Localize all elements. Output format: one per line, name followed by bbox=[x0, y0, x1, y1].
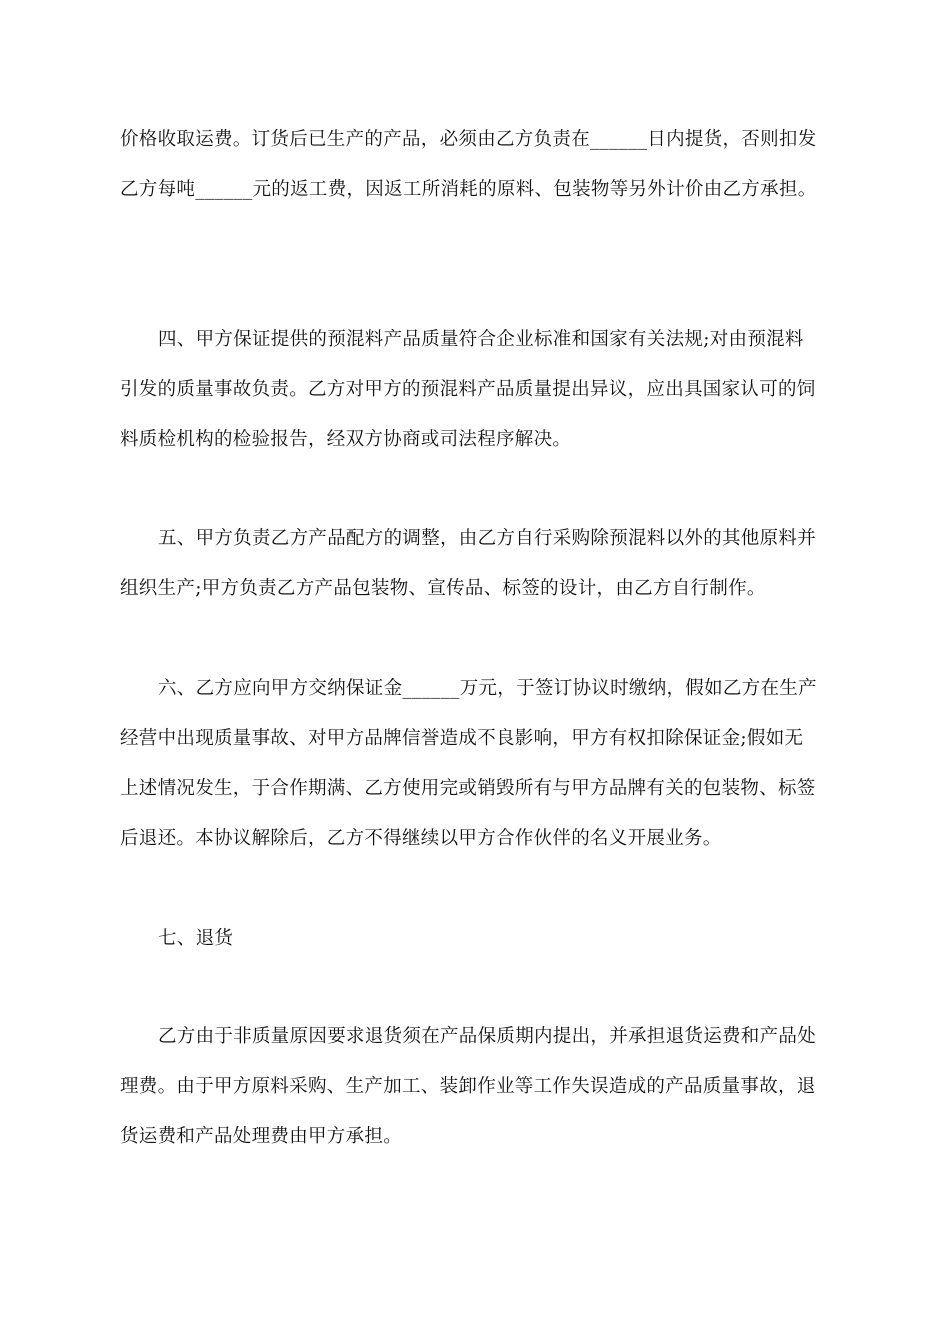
paragraph-6-line: 六、乙方应向甲方交纳保证金______万元，于签订协议时缴纳，假如乙方在生产 bbox=[158, 678, 817, 699]
paragraph-4-line: 四、甲方保证提供的预混料产品质量符合企业标准和国家有关法规;对由预混料 bbox=[158, 329, 804, 350]
section-heading: 七、退货 bbox=[158, 928, 234, 949]
paragraph-6-line: 经营中出现质量事故、对甲方品牌信誉造成不良影响，甲方有权扣除保证金;假如无 bbox=[120, 728, 804, 749]
paragraph-5-line: 五、甲方负责乙方产品配方的调整，由乙方自行采购除预混料以外的其他原料并 bbox=[158, 528, 817, 549]
paragraph-7-line: 货运费和产品处理费由甲方承担。 bbox=[120, 1126, 403, 1147]
paragraph-6-line: 上述情况发生，于合作期满、乙方使用完或销毁所有与甲方品牌有关的包装物、标签 bbox=[120, 778, 816, 799]
paragraph-4-line: 料质检机构的检验报告，经双方协商或司法程序解决。 bbox=[120, 429, 572, 450]
paragraph-7-line: 乙方由于非质量原因要求退货须在产品保质期内提出，并承担退货运费和产品处 bbox=[158, 1026, 817, 1047]
paragraph-5-line: 组织生产;甲方负责乙方产品包装物、宣传品、标签的设计，由乙方自行制作。 bbox=[120, 578, 766, 599]
paragraph-4-line: 引发的质量事故负责。乙方对甲方的预混料产品质量提出异议，应出具国家认可的饲 bbox=[120, 379, 816, 400]
paragraph-7-line: 理费。由于甲方原料采购、生产加工、装卸作业等工作失误造成的产品质量事故，退 bbox=[120, 1076, 816, 1097]
text-line: 价格收取运费。订货后已生产的产品，必须由乙方负责在______日内提货，否则扣发 bbox=[120, 129, 817, 150]
text-line: 乙方每吨______元的返工费，因返工所消耗的原料、包装物等另外计价由乙方承担。 bbox=[120, 179, 817, 200]
paragraph-6-line: 后退还。本协议解除后，乙方不得继续以甲方合作伙伴的名义开展业务。 bbox=[120, 828, 722, 849]
